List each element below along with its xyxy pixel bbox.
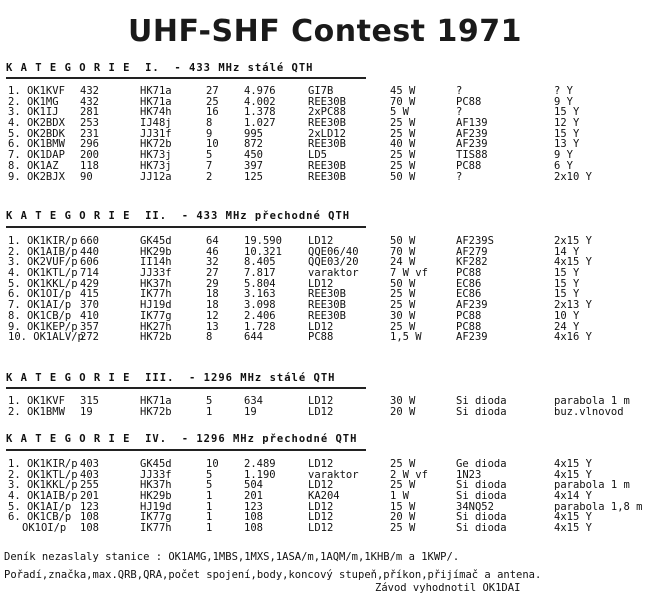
qra-cell: HK29b xyxy=(140,490,172,503)
antenna-cell: buz.vlnovod xyxy=(554,405,624,418)
qso-count-cell: 8 xyxy=(206,331,213,344)
qra-cell: II14h xyxy=(140,256,172,269)
qra-cell: HK71a xyxy=(140,85,172,97)
qrb-cell: 432 xyxy=(80,95,99,108)
qso-count-cell: 7 xyxy=(206,159,213,172)
qso-count-cell: 1 xyxy=(206,511,213,524)
station-cell: 7. OK1AI/p xyxy=(8,299,72,312)
input-power-cell: 7 W vf xyxy=(390,267,428,280)
points-cell: 10.321 xyxy=(244,245,282,258)
antenna-cell: 4x15 Y xyxy=(554,256,592,269)
receiver-cell: AF239S xyxy=(456,235,494,247)
receiver-cell: AF239 xyxy=(456,127,488,140)
qso-count-cell: 10 xyxy=(206,138,219,151)
antenna-cell: 9 Y xyxy=(554,95,573,108)
qrb-cell: 432 xyxy=(80,85,99,97)
qrb-cell: 108 xyxy=(80,522,99,535)
qrb-cell: 123 xyxy=(80,500,99,513)
qrb-cell: 403 xyxy=(80,468,99,481)
points-cell: 872 xyxy=(244,138,263,151)
qso-count-cell: 1 xyxy=(206,490,213,503)
power-stage-cell: LD12 xyxy=(308,479,334,492)
input-power-cell: 25 W xyxy=(390,479,416,492)
power-stage-cell: 2xLD12 xyxy=(308,127,346,140)
divider xyxy=(6,449,366,451)
station-cell: 1. OK1KVF xyxy=(8,395,65,407)
qra-cell: HK73j xyxy=(140,149,172,162)
input-power-cell: 5 W xyxy=(390,106,409,119)
power-stage-cell: REE30B xyxy=(308,117,346,130)
qra-cell: HK74h xyxy=(140,106,172,119)
points-cell: 644 xyxy=(244,331,263,344)
qso-count-cell: 5 xyxy=(206,395,213,407)
antenna-cell: 4x15 Y xyxy=(554,458,592,470)
receiver-cell: AF239 xyxy=(456,331,488,344)
results-table xyxy=(8,459,648,534)
input-power-cell: 25 W xyxy=(390,127,416,140)
qso-count-cell: 18 xyxy=(206,288,219,301)
qra-cell: IK77h xyxy=(140,288,172,301)
antenna-cell: 6 Y xyxy=(554,159,573,172)
power-stage-cell: LD12 xyxy=(308,522,334,535)
table-row xyxy=(8,407,648,418)
qra-cell: JJ12a xyxy=(140,170,172,183)
station-cell: 10. OK1ALV/p xyxy=(8,331,84,344)
input-power-cell: 40 W xyxy=(390,138,416,151)
power-stage-cell: LD12 xyxy=(308,511,334,524)
qso-count-cell: 5 xyxy=(206,149,213,162)
points-cell: 1.190 xyxy=(244,468,276,481)
input-power-cell: 1 W xyxy=(390,490,409,503)
qra-cell: HK29b xyxy=(140,245,172,258)
qrb-cell: 90 xyxy=(80,170,93,183)
table-row xyxy=(8,311,648,322)
antenna-cell: parabola 1,8 m xyxy=(554,500,643,513)
power-stage-cell: QQE03/20 xyxy=(308,256,359,269)
points-cell: 504 xyxy=(244,479,263,492)
qra-cell: HJ19d xyxy=(140,299,172,312)
antenna-cell: 12 Y xyxy=(554,117,580,130)
station-cell: OK1OI/p xyxy=(22,522,67,535)
input-power-cell: 25 W xyxy=(390,299,416,312)
station-cell: 6. OK1OI/p xyxy=(8,288,72,301)
qra-cell: HK71a xyxy=(140,395,172,407)
antenna-cell: 10 Y xyxy=(554,309,580,322)
qrb-cell: 281 xyxy=(80,106,99,119)
receiver-cell: Si dioda xyxy=(456,522,507,535)
table-row xyxy=(8,139,648,150)
station-cell: 6. OK1BMW xyxy=(8,138,65,151)
station-cell: 3. OK1IJ xyxy=(8,106,59,119)
qra-cell: HK72b xyxy=(140,331,172,344)
input-power-cell: 45 W xyxy=(390,85,416,97)
antenna-cell: 15 Y xyxy=(554,267,580,280)
qso-count-cell: 5 xyxy=(206,468,213,481)
input-power-cell: 50 W xyxy=(390,170,416,183)
receiver-cell: ? xyxy=(456,106,463,119)
points-cell: 3.098 xyxy=(244,299,276,312)
points-cell: 397 xyxy=(244,159,263,172)
input-power-cell: 2 W vf xyxy=(390,468,428,481)
qso-count-cell: 32 xyxy=(206,256,219,269)
qso-count-cell: 12 xyxy=(206,309,219,322)
points-cell: 634 xyxy=(244,395,263,407)
points-cell: 5.804 xyxy=(244,277,276,290)
qra-cell: HK73j xyxy=(140,159,172,172)
receiver-cell: KF282 xyxy=(456,256,488,269)
divider xyxy=(6,77,366,79)
receiver-cell: EC86 xyxy=(456,277,482,290)
power-stage-cell: LD12 xyxy=(308,277,334,290)
power-stage-cell: LD5 xyxy=(308,149,327,162)
antenna-cell: 4x15 Y xyxy=(554,522,592,535)
points-cell: 8.405 xyxy=(244,256,276,269)
station-cell: 2. OK1AIB/p xyxy=(8,245,78,258)
receiver-cell: Ge dioda xyxy=(456,458,507,470)
station-cell: 1. OK1KVF xyxy=(8,85,65,97)
input-power-cell: 70 W xyxy=(390,245,416,258)
qrb-cell: 370 xyxy=(80,299,99,312)
results-table xyxy=(8,396,648,417)
receiver-cell: Si dioda xyxy=(456,479,507,492)
qrb-cell: 108 xyxy=(80,511,99,524)
qso-count-cell: 5 xyxy=(206,479,213,492)
qso-count-cell: 13 xyxy=(206,320,219,333)
qra-cell: JJ33f xyxy=(140,468,172,481)
qso-count-cell: 9 xyxy=(206,127,213,140)
receiver-cell: ? xyxy=(456,85,463,97)
antenna-cell: 24 Y xyxy=(554,320,580,333)
category-heading: K A T E G O R I E IV. - 1296 MHz přechodné QTH xyxy=(6,433,358,445)
input-power-cell: 25 W xyxy=(390,159,416,172)
qrb-cell: 410 xyxy=(80,309,99,322)
table-row xyxy=(8,172,648,183)
receiver-cell: PC88 xyxy=(456,159,482,172)
qra-cell: HK71a xyxy=(140,95,172,108)
points-cell: 123 xyxy=(244,500,263,513)
antenna-cell: 13 Y xyxy=(554,138,580,151)
power-stage-cell: LD12 xyxy=(308,235,334,247)
power-stage-cell: REE30B xyxy=(308,309,346,322)
power-stage-cell: GI7B xyxy=(308,85,334,97)
station-cell: 5. OK1KKL/p xyxy=(8,277,78,290)
power-stage-cell: LD12 xyxy=(308,500,334,513)
input-power-cell: 25 W xyxy=(390,522,416,535)
table-row xyxy=(8,161,648,172)
qso-count-cell: 29 xyxy=(206,277,219,290)
qrb-cell: 660 xyxy=(80,235,99,247)
power-stage-cell: varaktor xyxy=(308,267,359,280)
footer-evaluator: Závod vyhodnotil OK1DAI xyxy=(375,582,521,594)
station-cell: 2. OK1BMW xyxy=(8,405,65,418)
antenna-cell: 14 Y xyxy=(554,245,580,258)
points-cell: 995 xyxy=(244,127,263,140)
qrb-cell: 415 xyxy=(80,288,99,301)
qrb-cell: 606 xyxy=(80,256,99,269)
results-table xyxy=(8,236,648,343)
qrb-cell: 200 xyxy=(80,149,99,162)
qra-cell: JJ33f xyxy=(140,267,172,280)
power-stage-cell: REE30B xyxy=(308,288,346,301)
station-cell: 5. OK1AI/p xyxy=(8,500,72,513)
footer-legend: Pořadí,značka,max.QRB,QRA,počet spojení,body,koncový stupeň,příkon,přijímač a antena. xyxy=(4,569,542,581)
points-cell: 1.728 xyxy=(244,320,276,333)
qso-count-cell: 1 xyxy=(206,405,213,418)
qra-cell: HJ19d xyxy=(140,500,172,513)
qrb-cell: 429 xyxy=(80,277,99,290)
antenna-cell: 9 Y xyxy=(554,149,573,162)
qso-count-cell: 46 xyxy=(206,245,219,258)
qrb-cell: 118 xyxy=(80,159,99,172)
input-power-cell: 25 W xyxy=(390,288,416,301)
qso-count-cell: 1 xyxy=(206,522,213,535)
receiver-cell: 1N23 xyxy=(456,468,482,481)
points-cell: 19 xyxy=(244,405,257,418)
station-cell: 2. OK1KTL/p xyxy=(8,468,78,481)
qso-count-cell: 10 xyxy=(206,458,219,470)
receiver-cell: EC86 xyxy=(456,288,482,301)
antenna-cell: parabola 1 m xyxy=(554,395,630,407)
receiver-cell: AF239 xyxy=(456,138,488,151)
antenna-cell: 4x16 Y xyxy=(554,331,592,344)
power-stage-cell: REE30B xyxy=(308,138,346,151)
qrb-cell: 403 xyxy=(80,458,99,470)
points-cell: 4.976 xyxy=(244,85,276,97)
station-cell: 5. OK2BDK xyxy=(8,127,65,140)
qso-count-cell: 16 xyxy=(206,106,219,119)
antenna-cell: 4x14 Y xyxy=(554,490,592,503)
points-cell: 201 xyxy=(244,490,263,503)
station-cell: 1. OK1KIR/p xyxy=(8,458,78,470)
qrb-cell: 19 xyxy=(80,405,93,418)
qso-count-cell: 27 xyxy=(206,267,219,280)
points-cell: 1.378 xyxy=(244,106,276,119)
power-stage-cell: REE30B xyxy=(308,170,346,183)
qra-cell: IK77g xyxy=(140,511,172,524)
antenna-cell: 2x13 Y xyxy=(554,299,592,312)
station-cell: 9. OK1KEP/p xyxy=(8,320,78,333)
power-stage-cell: LD12 xyxy=(308,320,334,333)
qrb-cell: 255 xyxy=(80,479,99,492)
receiver-cell: ? xyxy=(456,170,463,183)
power-stage-cell: REE30B xyxy=(308,159,346,172)
receiver-cell: 34NQ52 xyxy=(456,500,494,513)
station-cell: 3. OK2VUF/p xyxy=(8,256,78,269)
antenna-cell: ? Y xyxy=(554,85,573,97)
qra-cell: GK45d xyxy=(140,235,172,247)
qrb-cell: 714 xyxy=(80,267,99,280)
antenna-cell: 15 Y xyxy=(554,127,580,140)
antenna-cell: 2x15 Y xyxy=(554,235,592,247)
input-power-cell: 50 W xyxy=(390,235,416,247)
divider xyxy=(6,387,366,389)
qso-count-cell: 18 xyxy=(206,299,219,312)
antenna-cell: 15 Y xyxy=(554,277,580,290)
station-cell: 6. OK1CB/p xyxy=(8,511,72,524)
power-stage-cell: KA204 xyxy=(308,490,340,503)
input-power-cell: 30 W xyxy=(390,395,416,407)
qrb-cell: 296 xyxy=(80,138,99,151)
power-stage-cell: REE30B xyxy=(308,95,346,108)
qrb-cell: 201 xyxy=(80,490,99,503)
qra-cell: IK77g xyxy=(140,309,172,322)
input-power-cell: 25 W xyxy=(390,117,416,130)
input-power-cell: 30 W xyxy=(390,309,416,322)
qrb-cell: 272 xyxy=(80,331,99,344)
qra-cell: IK77h xyxy=(140,522,172,535)
qra-cell: HK27h xyxy=(140,320,172,333)
points-cell: 7.817 xyxy=(244,267,276,280)
power-stage-cell: REE30B xyxy=(308,299,346,312)
input-power-cell: 24 W xyxy=(390,256,416,269)
input-power-cell: 70 W xyxy=(390,95,416,108)
qso-count-cell: 8 xyxy=(206,117,213,130)
points-cell: 125 xyxy=(244,170,263,183)
category-heading: K A T E G O R I E III. - 1296 MHz stálé QTH xyxy=(6,372,336,384)
power-stage-cell: LD12 xyxy=(308,395,334,407)
power-stage-cell: varaktor xyxy=(308,468,359,481)
qrb-cell: 440 xyxy=(80,245,99,258)
qra-cell: HK37h xyxy=(140,277,172,290)
input-power-cell: 50 W xyxy=(390,277,416,290)
receiver-cell: Si dioda xyxy=(456,405,507,418)
antenna-cell: 4x15 Y xyxy=(554,511,592,524)
power-stage-cell: QQE06/40 xyxy=(308,245,359,258)
station-cell: 9. OK2BJX xyxy=(8,170,65,183)
category-heading: K A T E G O R I E II. - 433 MHz přechodné QTH xyxy=(6,210,351,222)
qso-count-cell: 64 xyxy=(206,235,219,247)
table-row xyxy=(8,332,648,343)
points-cell: 108 xyxy=(244,511,263,524)
points-cell: 19.590 xyxy=(244,235,282,247)
station-cell: 4. OK2BDX xyxy=(8,117,65,130)
power-stage-cell: LD12 xyxy=(308,458,334,470)
points-cell: 4.002 xyxy=(244,95,276,108)
points-cell: 3.163 xyxy=(244,288,276,301)
power-stage-cell: 2xPC88 xyxy=(308,106,346,119)
power-stage-cell: PC88 xyxy=(308,331,334,344)
qrb-cell: 315 xyxy=(80,395,99,407)
input-power-cell: 15 W xyxy=(390,500,416,513)
qra-cell: JJ31f xyxy=(140,127,172,140)
qra-cell: HK37h xyxy=(140,479,172,492)
input-power-cell: 20 W xyxy=(390,511,416,524)
qso-count-cell: 25 xyxy=(206,95,219,108)
station-cell: 2. OK1MG xyxy=(8,95,59,108)
category-heading: K A T E G O R I E I. - 433 MHz stálé QTH xyxy=(6,62,314,74)
antenna-cell: 15 Y xyxy=(554,106,580,119)
antenna-cell: 2x10 Y xyxy=(554,170,592,183)
receiver-cell: PC88 xyxy=(456,95,482,108)
input-power-cell: 20 W xyxy=(390,405,416,418)
receiver-cell: Si dioda xyxy=(456,511,507,524)
points-cell: 450 xyxy=(244,149,263,162)
qra-cell: GK45d xyxy=(140,458,172,470)
receiver-cell: PC88 xyxy=(456,320,482,333)
antenna-cell: 4x15 Y xyxy=(554,468,592,481)
receiver-cell: Si dioda xyxy=(456,395,507,407)
results-table xyxy=(8,86,648,182)
points-cell: 1.027 xyxy=(244,117,276,130)
qrb-cell: 253 xyxy=(80,117,99,130)
receiver-cell: PC88 xyxy=(456,309,482,322)
input-power-cell: 25 W xyxy=(390,149,416,162)
table-row xyxy=(8,523,648,534)
divider xyxy=(6,226,366,228)
qso-count-cell: 27 xyxy=(206,85,219,97)
points-cell: 2.406 xyxy=(244,309,276,322)
qra-cell: HK72b xyxy=(140,138,172,151)
station-cell: 7. OK1DAP xyxy=(8,149,65,162)
qra-cell: HK72b xyxy=(140,405,172,418)
receiver-cell: TIS88 xyxy=(456,149,488,162)
receiver-cell: AF239 xyxy=(456,299,488,312)
input-power-cell: 1,5 W xyxy=(390,331,422,344)
station-cell: 3. OK1KKL/p xyxy=(8,479,78,492)
receiver-cell: AF279 xyxy=(456,245,488,258)
receiver-cell: AF139 xyxy=(456,117,488,130)
qra-cell: IJ48j xyxy=(140,117,172,130)
footer-missing-logs: Deník nezaslaly stanice : OK1AMG,1MBS,1MXS,1ASA/m,1AQM/m,1KHB/m a 1KWP/. xyxy=(4,551,460,563)
power-stage-cell: LD12 xyxy=(308,405,334,418)
qso-count-cell: 1 xyxy=(206,500,213,513)
receiver-cell: Si dioda xyxy=(456,490,507,503)
input-power-cell: 25 W xyxy=(390,458,416,470)
receiver-cell: PC88 xyxy=(456,267,482,280)
page-title: UHF-SHF Contest 1971 xyxy=(128,14,522,49)
station-cell: 8. OK1CB/p xyxy=(8,309,72,322)
qso-count-cell: 2 xyxy=(206,170,213,183)
station-cell: 8. OK1AZ xyxy=(8,159,59,172)
points-cell: 108 xyxy=(244,522,263,535)
antenna-cell: parabola 1 m xyxy=(554,479,630,492)
antenna-cell: 15 Y xyxy=(554,288,580,301)
points-cell: 2.489 xyxy=(244,458,276,470)
station-cell: 4. OK1KTL/p xyxy=(8,267,78,280)
station-cell: 1. OK1KIR/p xyxy=(8,235,78,247)
input-power-cell: 25 W xyxy=(390,320,416,333)
qrb-cell: 231 xyxy=(80,127,99,140)
station-cell: 4. OK1AIB/p xyxy=(8,490,78,503)
qrb-cell: 357 xyxy=(80,320,99,333)
